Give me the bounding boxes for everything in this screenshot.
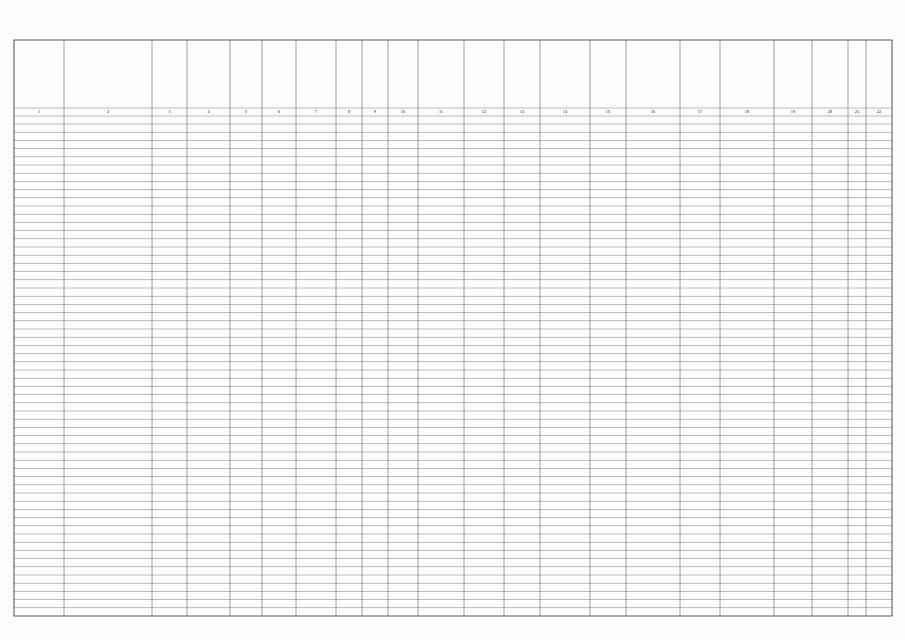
column-number: 19: [790, 109, 796, 114]
column-header: [188, 44, 229, 106]
column-header: [153, 44, 186, 106]
column-header: [627, 44, 679, 106]
column-header: [297, 44, 335, 106]
column-number: 5: [244, 109, 248, 114]
column-header: [15, 44, 63, 106]
column-header: [363, 44, 387, 106]
column-number: 15: [605, 109, 611, 114]
column-number: 17: [697, 109, 703, 114]
column-number: 10: [400, 109, 406, 114]
column-number: 7: [314, 109, 318, 114]
column-header: [849, 44, 865, 106]
column-number: 12: [481, 109, 487, 114]
column-number: 2: [106, 109, 110, 114]
column-number: 20: [827, 109, 833, 114]
column-number: 14: [562, 109, 568, 114]
column-number: 18: [744, 109, 750, 114]
column-header: [591, 44, 625, 106]
column-number: 1: [37, 109, 41, 114]
column-number: 22: [876, 109, 882, 114]
column-header: [813, 44, 847, 106]
column-header: [65, 44, 151, 106]
column-header: [505, 44, 539, 106]
column-number: 16: [650, 109, 656, 114]
column-header: [263, 44, 295, 106]
column-number: 11: [438, 109, 444, 114]
column-header: [231, 44, 261, 106]
column-number: 6: [277, 109, 281, 114]
column-number: 4: [207, 109, 210, 114]
column-header: [389, 44, 417, 106]
column-number: 3: [168, 109, 171, 114]
column-number: 13: [519, 109, 525, 114]
column-header: [419, 44, 463, 106]
column-number: 9: [373, 109, 377, 114]
column-number: 21: [854, 109, 860, 114]
column-number: 8: [347, 109, 351, 114]
column-header: [337, 44, 361, 106]
column-header: [465, 44, 503, 106]
column-header: [681, 44, 719, 106]
column-header: [775, 44, 811, 106]
column-header: [541, 44, 589, 106]
column-header: [721, 44, 773, 106]
